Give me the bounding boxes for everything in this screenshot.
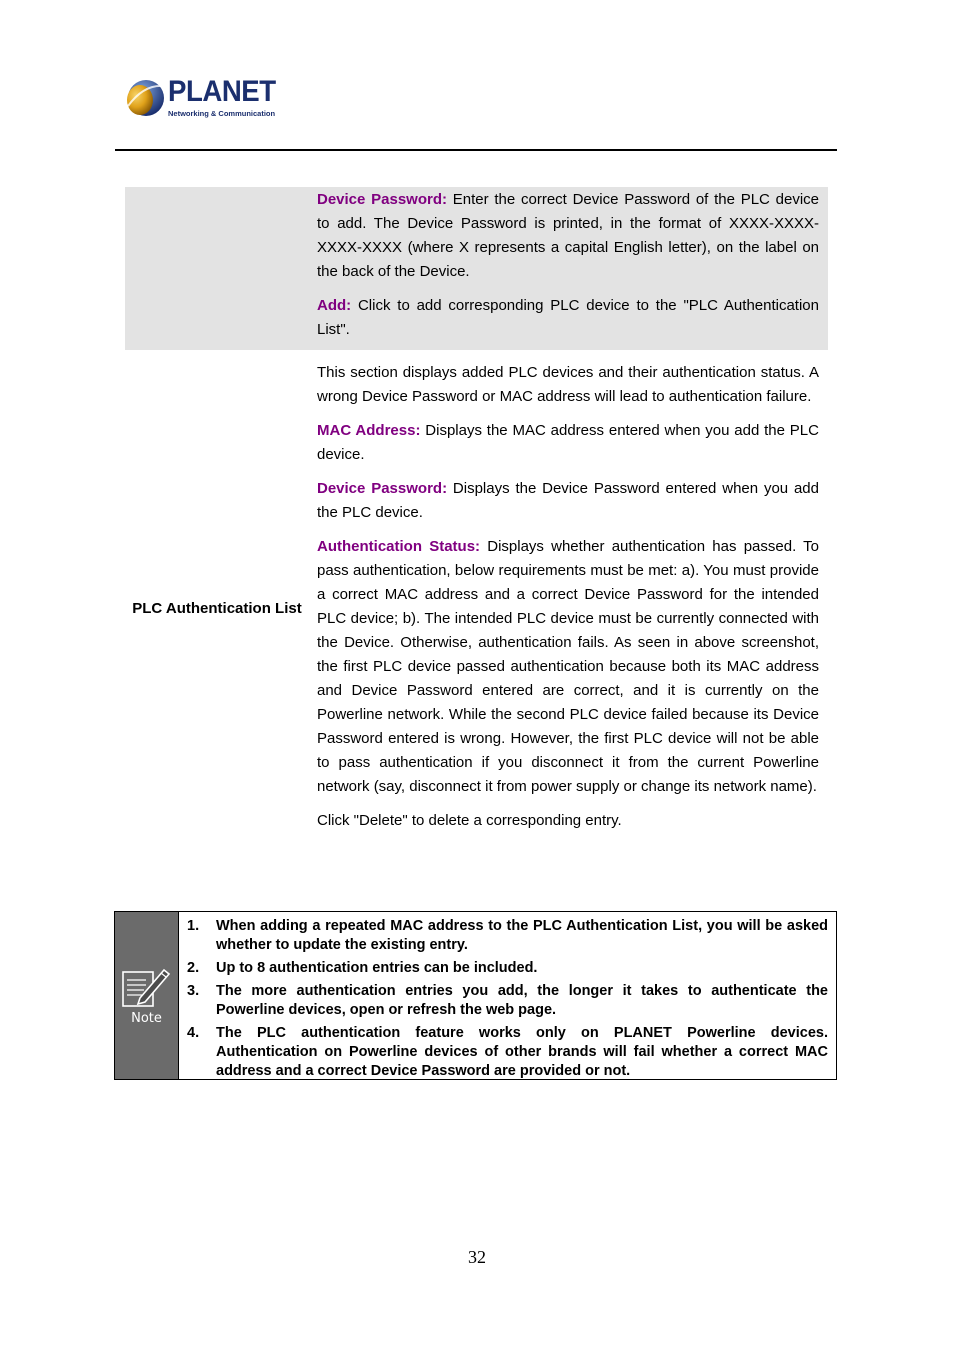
mac-address-text: Displays the MAC address entered when you add the PLC device.: [317, 422, 819, 463]
note-item-text: The more authentication entries you add, the longer it takes to authenticate the Powerline devices, open or refresh the web page.: [216, 983, 828, 1018]
device-password-display-label: Device Password:: [317, 480, 448, 497]
note-item: [187, 1024, 828, 1081]
note-item-text: Up to 8 authentication entries can be included.: [216, 960, 538, 976]
note-list: [187, 917, 828, 1085]
device-password-paragraph: [317, 188, 819, 284]
note-icon-cell: [115, 912, 179, 1079]
note-item-text: When adding a repeated MAC address to the PLC Authentication List, you will be asked whether to update the existing entry.: [216, 918, 828, 953]
mac-address-paragraph: [317, 419, 819, 467]
note-item: [187, 917, 828, 955]
note-item-number: 3.: [187, 983, 200, 999]
plc-authentication-list-label: PLC Authentication List: [132, 600, 302, 617]
device-password-label: Device Password:: [317, 191, 447, 208]
page-number: 32: [468, 1247, 486, 1267]
add-label: Add:: [317, 297, 352, 314]
list-section-description: [317, 361, 819, 843]
note-item: [187, 982, 828, 1020]
authentication-status-paragraph: [317, 535, 819, 799]
device-password-display-text: Displays the Device Password entered when you add the PLC device.: [317, 480, 819, 521]
note-item-number: 4.: [187, 1025, 200, 1041]
note-item-number: 1.: [187, 918, 200, 934]
device-password-display-paragraph: [317, 477, 819, 525]
planet-logo: [124, 76, 284, 120]
note-box: [114, 911, 837, 1080]
note-item-number: 2.: [187, 960, 200, 976]
delete-paragraph: Click "Delete" to delete a corresponding entry.: [317, 812, 622, 829]
intro-paragraph: This section displays added PLC devices and their authentication status. A wrong Device Password or MAC address will lead to authentication failure.: [317, 364, 819, 405]
note-item-text: The PLC authentication feature works only on PLANET Powerline devices. Authentication on Powerline devices of other brands will fail whether a correct MAC address and a correct Device Password are provided or not.: [216, 1025, 828, 1079]
add-text: Click to add corresponding PLC device to the "PLC Authentication List".: [317, 297, 819, 338]
device-password-text: Enter the correct Device Password of the PLC device to add. The Device Password is printed, in the format of XXXX-XXXX-XXXX-XXXX (where X represents a capital English letter), on the label on the back of the Device.: [317, 191, 819, 280]
note-item: [187, 959, 828, 978]
add-section-description: [317, 188, 819, 352]
brand-name: PLANET: [168, 75, 276, 108]
authentication-status-label: Authentication Status:: [317, 538, 481, 555]
note-label: Note: [131, 1011, 162, 1026]
authentication-status-text: Displays whether authentication has passed. To pass authentication, below requirements must be met: a). You must provide a correct MAC address and a correct Device Password for the intended PLC device; b). The intended PLC device must be currently connected with the Device. Otherwise, authentication fails. As seen in above screenshot, the first PLC device passed authentication because both its MAC address and Device Password entered are correct, and it is currently on the Powerline network. While the second PLC device failed because its Device Password entered is wrong. However, the first PLC device will not be able to pass authentication if you disconnect it from the current Powerline network (say, disconnect it from power supply or change its network name).: [317, 538, 820, 795]
add-paragraph: [317, 294, 819, 342]
mac-address-label: MAC Address:: [317, 422, 421, 439]
header-divider: [115, 149, 837, 151]
brand-tagline: Networking & Communication: [168, 109, 276, 118]
note-pencil-icon: [120, 964, 172, 1010]
globe-icon: [124, 78, 166, 118]
